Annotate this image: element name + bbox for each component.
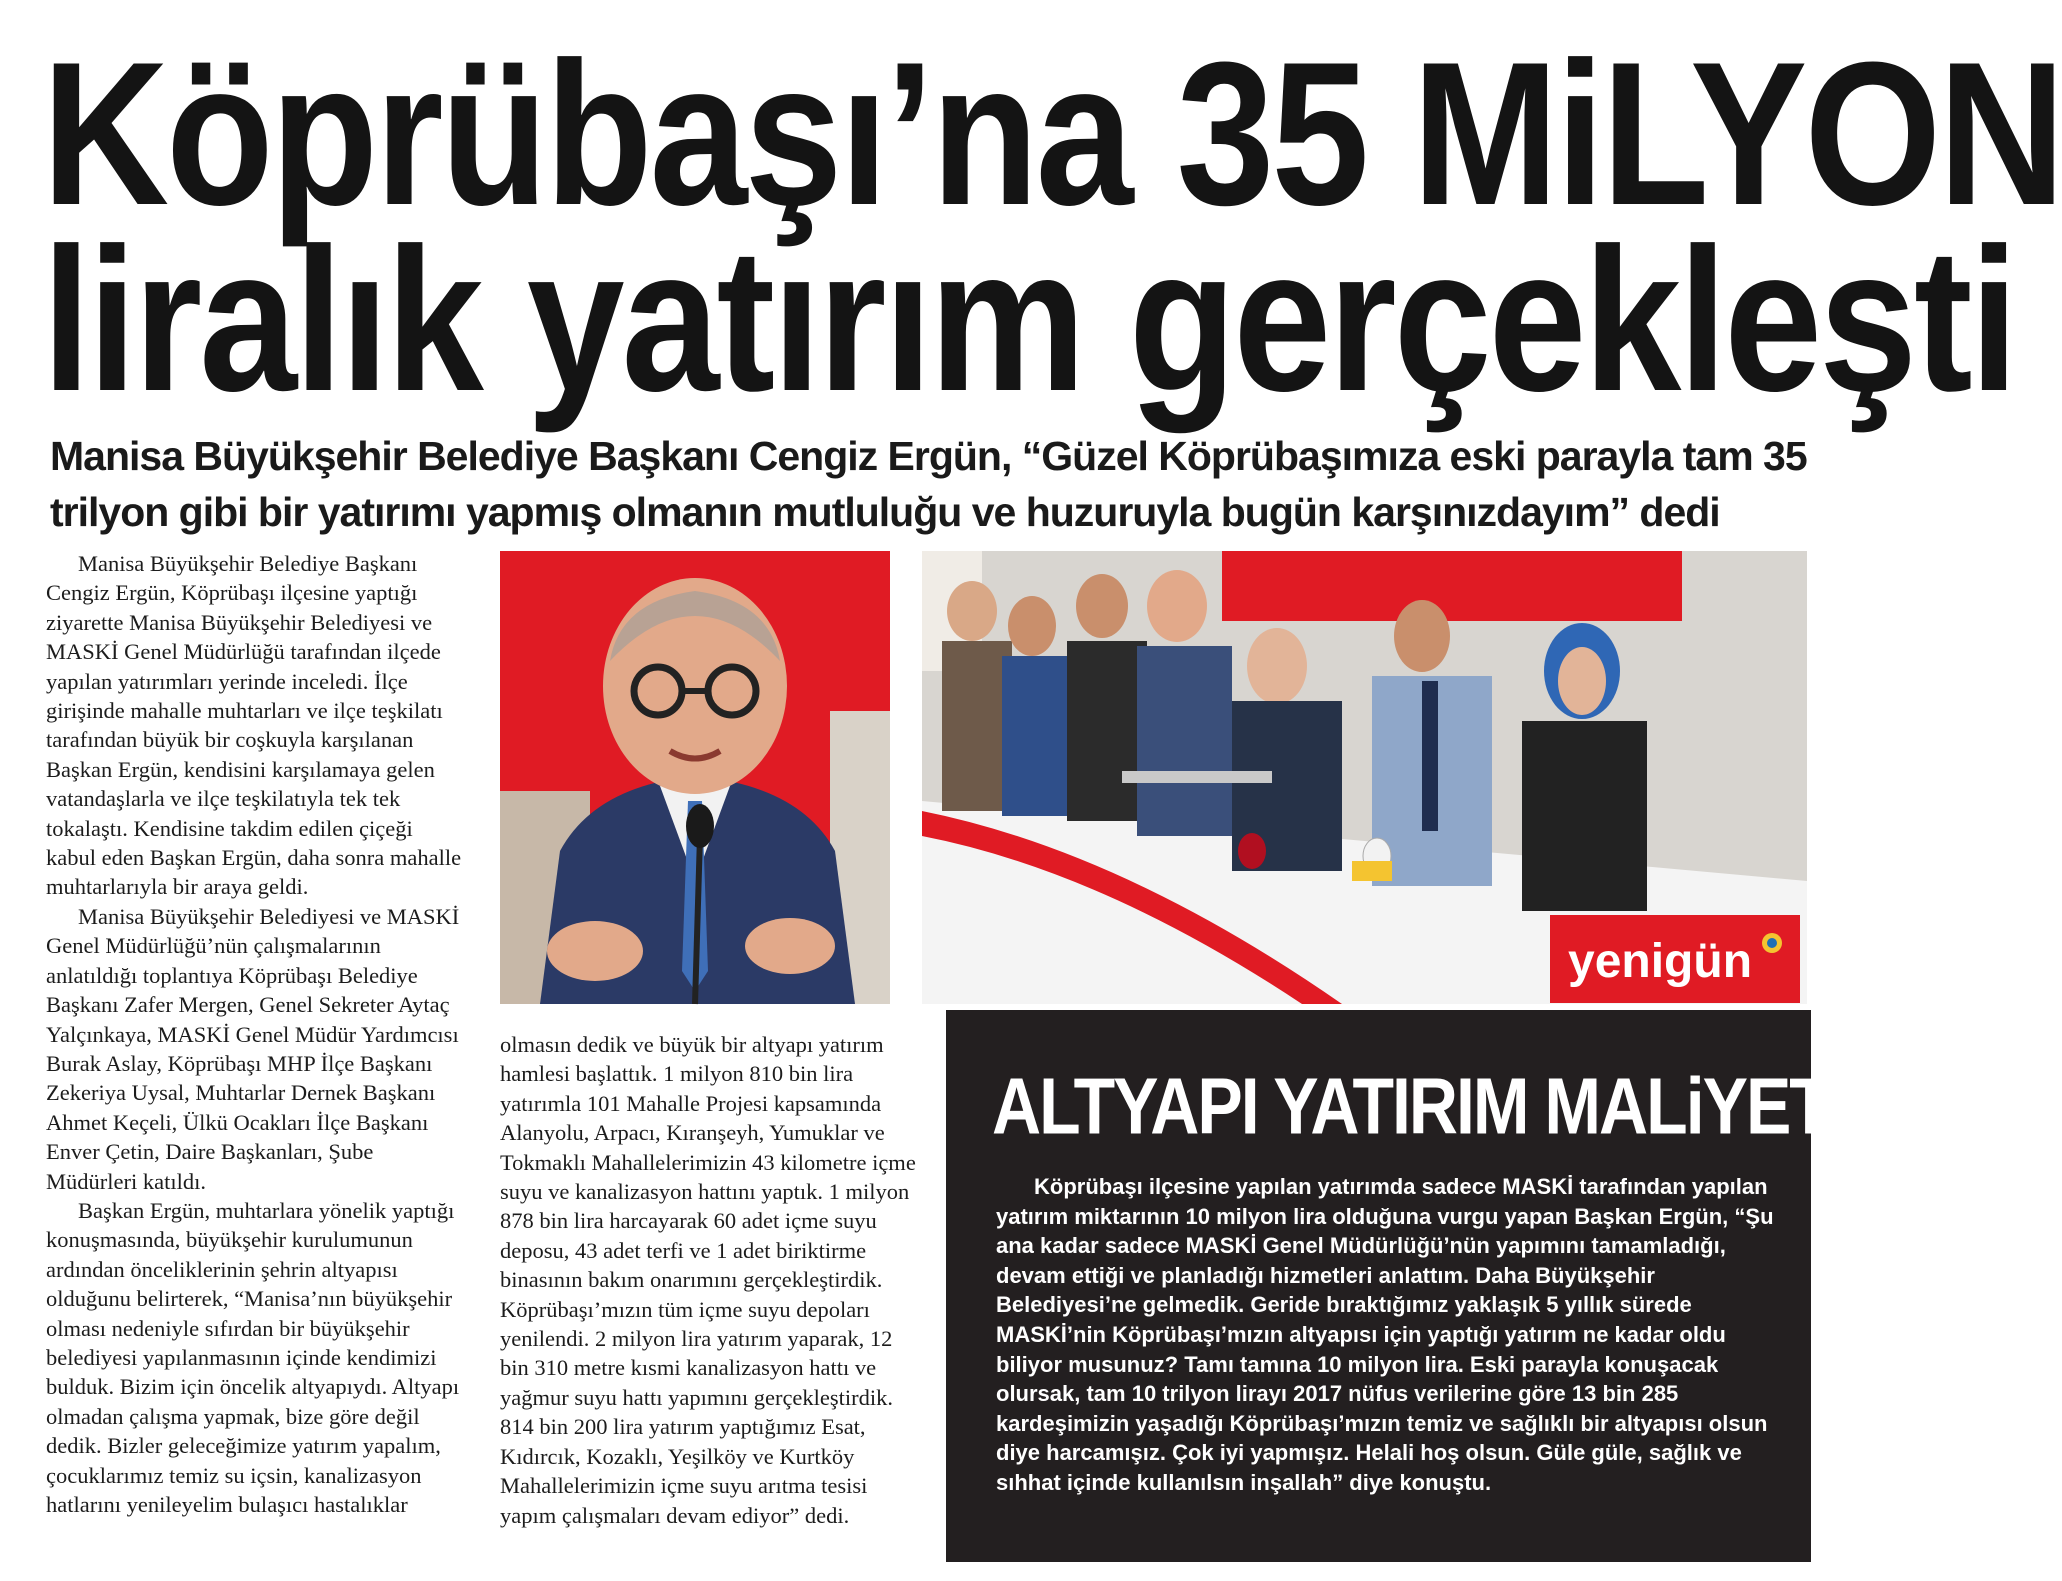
headline-line-1: Köprübaşı’na 35 MiLYON: [42, 20, 2062, 249]
headline-line-2: liralık yatırım gerçekleşti: [42, 206, 2016, 435]
logo-badge: [1550, 915, 1800, 1003]
article-column-1: [46, 549, 466, 1519]
newspaper-logo: [1550, 915, 1800, 1003]
info-box-body: Köprübaşı ilçesine yapılan yatırımda sadece MASKİ tarafından yapılan yatırım miktarının 10 milyon lira olduğuna vurgu yapan Başkan Ergün, “Şu ana kadar sadece MASKİ Genel Müdürlüğü’nün yapımını tamamladığı, devam ettiği ve planladığı hizmetleri anlattım. Daha Büyükşehir Belediyesi’ne gelmedik. Geride bıraktığımız yaklaşık 5 yıllık sürede MASKİ’nin Köprübaşı’mızın altyapısı için yaptığı yatırım ne kadar oldu biliyor musunuz? Tamı tamına 10 milyon lira. Eski parayla konuşacak olursak, tam 10 trilyon lirayı 2017 nüfus verilerine göre 13 bin 285 kardeşimizin yaşadığı Köprübaşı’mızın temiz ve sağlıklı bir altyapısı olsun diye harcamışız. Çok iyi yapmışız. Helali hoş olsun. Güle güle, sağlık ve sıhhat içinde kullanılsın inşallah” diye konuştu.: [996, 1174, 1774, 1495]
photo-speaker: [500, 551, 890, 1004]
article-paragraph: Başkan Ergün, muhtarlara yönelik yaptığı konuşmasında, büyükşehir kurulumunun ardından önceliklerinin şehrin altyapısı olduğunu belirterek, “Manisa’nın büyükşehir olması nedeniyle sıfırdan bir büyükşehir belediyesi yapılanmasının içinde kendimizi bulduk. Bizim için öncelik altyapıydı. Altyapı olmadan çalışma yapmak, bize göre değil dedik. Bizler geleceğimize yatırım yapalım, çocuklarımız temiz su içsin, kanalizasyon hatlarını yenileyelim bulaşıcı hastalıklar: [46, 1197, 460, 1517]
subheadline: Manisa Büyükşehir Belediye Başkanı Cengiz Ergün, “Güzel Köprübaşımıza eski parayla tam 35 trilyon gibi bir yatırımı yapmış olmanın mutluluğu ve huzuruyla bugün karşınızdayım” dedi: [50, 433, 1807, 535]
article-paragraph: Manisa Büyükşehir Belediyesi ve MASKİ Genel Müdürlüğü’nün çalışmalarının anlatıldığı toplantıya Köprübaşı Belediye Başkanı Zafer Mergen, Genel Sekreter Aytaç Yalçınkaya, MASKİ Genel Müdür Yardımcısı Burak Aslay, Köprübaşı MHP İlçe Başkanı Zekeriya Uysal, Muhtarlar Dernek Başkanı Ahmet Keçeli, Ülkü Ocakları İlçe Başkanı Enver Çetin, Daire Başkanları, Şube Müdürleri katıldı.: [46, 903, 460, 1194]
info-box-title: ALTYAPI YATIRIM MALiYETi: [992, 1061, 1845, 1152]
logo-text: yenigün: [1568, 935, 1753, 988]
article-paragraph: Manisa Büyükşehir Belediye Başkanı Cengiz Ergün, Köprübaşı ilçesine yaptığı ziyarette Manisa Büyükşehir Belediyesi ve MASKİ Genel Müdürlüğü tarafından ilçede yapılan yatırımları yerinde inceledi. İlçe girişinde mahalle muhtarları ve ilçe teşkilatı tarafından büyük bir coşkuyla karşılanan Başkan Ergün, kendisini karşılamaya gelen vatandaşlarla ve ilçe teşkilatıyla tek tek tokalaştı. Kendisine takdim edilen çiçeği kabul eden Başkan Ergün, daha sonra mahalle muhtarlarıyla bir araya geldi.: [46, 551, 462, 900]
info-box: [946, 1010, 1845, 1562]
article-column-2: [500, 1030, 920, 1530]
article-paragraph: olmasın dedik ve büyük bir altyapı yatırım hamlesi başlattık. 1 milyon 810 bin lira yatırımla 101 Mahalle Projesi kapsamında Alanyolu, Arpacı, Kıranşeyh, Yumuklar ve Tokmaklı Mahallelerimizin 43 kilometre içme suyu ve kanalizasyon hattını yaptık. 1 milyon 878 bin lira harcayarak 60 adet içme suyu deposu, 43 adet terfi ve 1 adet biriktirme binasının bakım onarımını gerçekleştirdik. Köprübaşı’mızın tüm içme suyu depoları yenilendi. 2 milyon lira yatırım yaparak, 12 bin 310 metre kısmi kanalizasyon hattı ve yağmur suyu hattı yapımını gerçekleştirdik. 814 bin 200 lira yatırım yaptığımız Esat, Kıdırcık, Kozaklı, Yeşilköy ve Kurtköy Mahallelerimizin içme suyu arıtma tesisi yapım çalışmaları devam ediyor” dedi.: [500, 1032, 916, 1528]
